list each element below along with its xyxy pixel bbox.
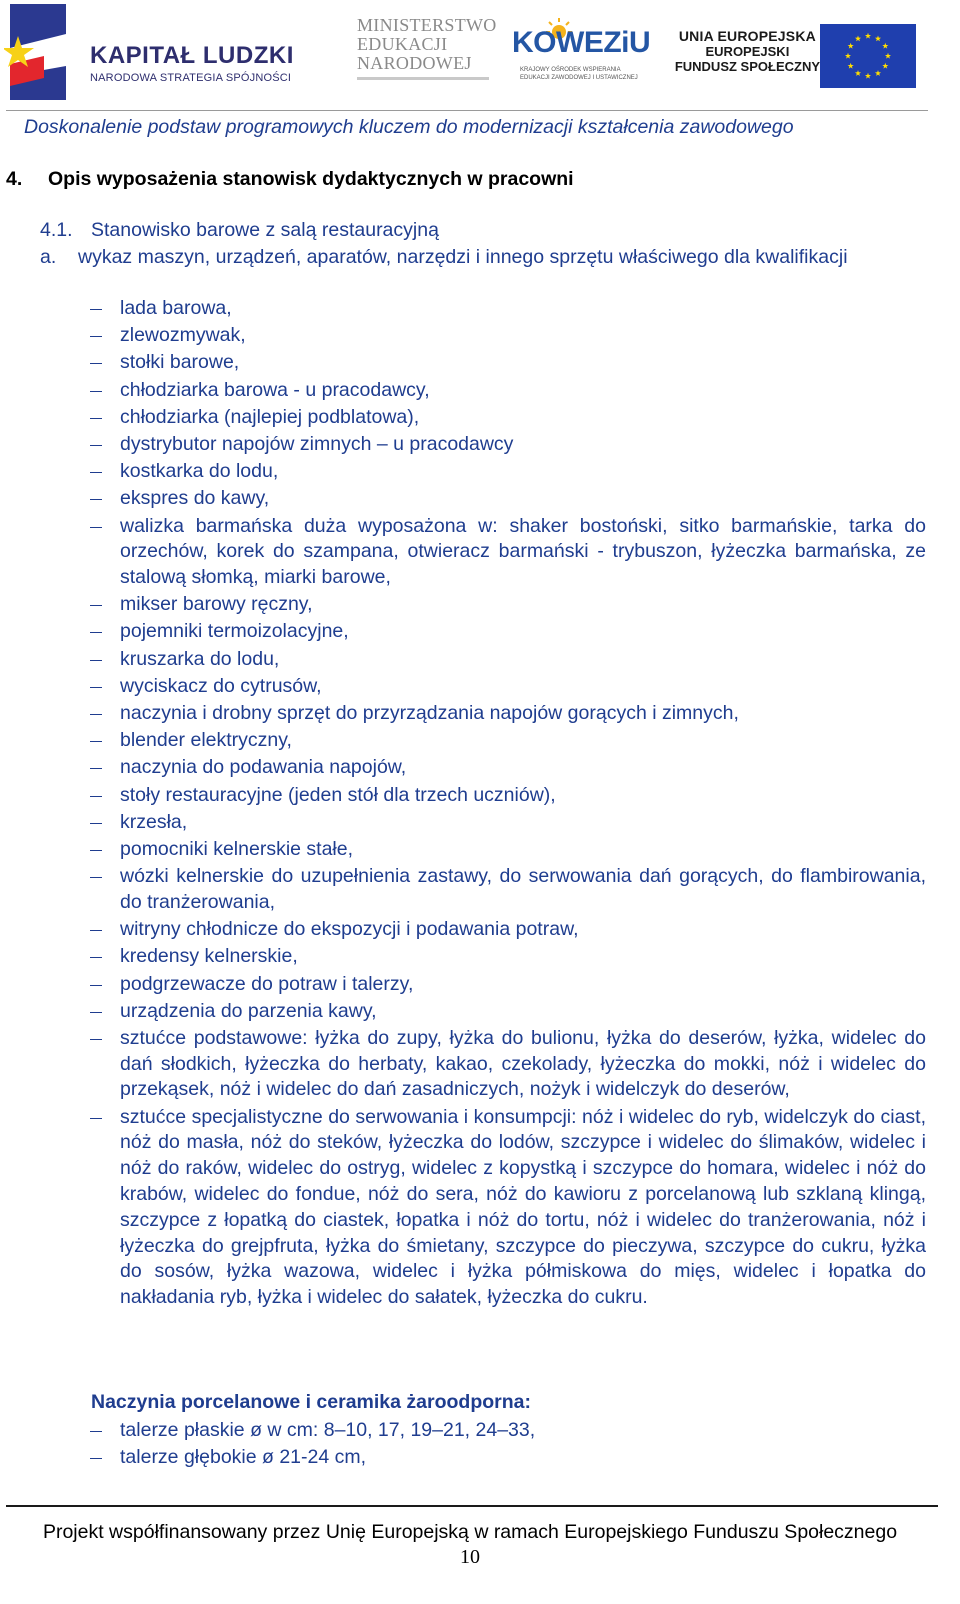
list-item xyxy=(88,514,926,591)
koweziu-subtitle-line: EDUKACJI ZAWODOWEJ I USTAWICZNEJ xyxy=(520,75,638,81)
list-item xyxy=(88,810,926,836)
list-item xyxy=(88,917,926,943)
list-item xyxy=(88,783,926,809)
list-item-text: mikser barowy ręczny, xyxy=(120,593,313,616)
header-logos xyxy=(0,0,960,112)
kapital-ludzki-title: KAPITAŁ LUDZKI xyxy=(90,42,294,69)
item-a-text: wykaz maszyn, urządzeń, aparatów, narzędzi i innego sprzętu właściwego dla kwalifikacji xyxy=(78,246,848,268)
list-item-text: krzesła, xyxy=(120,810,188,833)
dash-bullet-icon xyxy=(90,796,102,797)
dash-bullet-icon xyxy=(90,850,102,851)
footer-text: Projekt współfinansowany przez Unię Europejską w ramach Europejskiego Funduszu Społecznego xyxy=(42,1521,898,1543)
unia-europejska-text xyxy=(675,28,820,74)
dash-bullet-icon xyxy=(90,660,102,661)
list-item-text: lada barowa, xyxy=(120,297,232,319)
item-a-letter: a. xyxy=(40,246,57,268)
list-item-text: wyciskacz do cytrusów, xyxy=(120,674,322,697)
list-item-text: stołki barowe, xyxy=(120,351,240,374)
dash-bullet-icon xyxy=(90,363,102,364)
ministerstwo-line: EDUKACJI xyxy=(357,34,448,54)
list-item-text: urządzenia do parzenia kawy, xyxy=(120,999,377,1022)
list-item xyxy=(88,1445,926,1471)
dash-bullet-icon xyxy=(90,632,102,633)
list-item xyxy=(88,1026,926,1103)
subsection-number: 4.1. xyxy=(40,219,73,241)
dash-bullet-icon xyxy=(90,499,102,500)
list-item-text: pomocniki kelnerskie stałe, xyxy=(120,837,354,860)
dash-bullet-icon xyxy=(90,957,102,958)
unia-europejska-logo xyxy=(674,20,928,100)
section-title: Opis wyposażenia stanowisk dydaktycznych w pracowni xyxy=(48,168,574,190)
unia-europejska-line: UNIA EUROPEJSKA xyxy=(678,28,816,44)
list-item xyxy=(88,837,926,863)
dash-bullet-icon xyxy=(90,391,102,392)
list-item xyxy=(88,378,926,404)
list-item-text: podgrzewacze do potraw i talerzy, xyxy=(120,972,414,995)
list-item xyxy=(88,674,926,700)
list-item-text: chłodziarka (najlepiej podblatowa), xyxy=(120,405,420,428)
dash-bullet-icon xyxy=(90,930,102,931)
dash-bullet-icon xyxy=(90,1118,102,1119)
eu-flag-icon xyxy=(820,24,916,88)
list-item xyxy=(88,647,926,673)
list-item-text: sztućce podstawowe: łyżka do zupy, łyżka do bulionu, łyżka do deserów, łyżka, widelec do dań słodkich, łyżeczka do herbaty, kakao, czekolady, łyżeczka do mokki, nóż i widelec do przekąsek, nóż i widelec do dań zasadniczych, nożyk i widelczyk do deserów, xyxy=(120,1026,926,1101)
dash-bullet-icon xyxy=(90,985,102,986)
list-item-text: kostkarka do lodu, xyxy=(120,460,279,483)
subsection-title: Stanowisko barowe z salą restauracyjną xyxy=(91,219,439,241)
ministerstwo-line: MINISTERSTWO xyxy=(357,15,497,35)
footer-divider xyxy=(6,1505,938,1507)
list-item xyxy=(88,296,926,322)
list-item xyxy=(88,864,926,916)
list-item-text: ekspres do kawy, xyxy=(120,487,270,510)
list-item xyxy=(88,701,926,727)
list-item xyxy=(88,944,926,970)
porcelain-heading: Naczynia porcelanowe i ceramika żaroodporna: xyxy=(91,1391,531,1413)
section-heading xyxy=(6,168,574,191)
dash-bullet-icon xyxy=(90,472,102,473)
list-item xyxy=(88,999,926,1025)
dash-bullet-icon xyxy=(90,336,102,337)
list-item xyxy=(88,592,926,618)
ministerstwo-logo xyxy=(357,16,497,86)
item-a xyxy=(40,244,926,270)
dash-bullet-icon xyxy=(90,714,102,715)
list-item-text: sztućce specjalistyczne do serwowania i konsumpcji: nóż i widelec do ryb, widelczyk do ciast, nóż do masła, nóż do steków, łyżeczka do lodów, szczypce i widelec do ślimaków, widelec i nóż do raków, widelec do ostryg, widelec z kopystką i szczypce do homara, widelec i nóż do krabów, widelec do fondue, nóż do sera, nóż do kawioru z porcelanową lub szklaną klingą, szczypce z łopatką do ciastek, łopatka i nóż do tortu, nóż i widelec do tranżerowania, nóż i łyżeczka do grejpfruta, łyżka do śmietany, szczypce do pieczywa, szczypce do cukru, łyżka do sosów, łyżka wazowa, widelec i łyżka półmiskowa do mięs, widelec i łopatka do nakładania ryb, łyżka i widelec do sałatek, łyżeczka do cukru. xyxy=(120,1105,926,1309)
header-subtitle: Doskonalenie podstaw programowych kluczem do modernizacji kształcenia zawodowego xyxy=(24,116,794,138)
dash-bullet-icon xyxy=(90,527,102,528)
ministerstwo-line: NARODOWEJ xyxy=(357,53,472,73)
list-item xyxy=(88,619,926,645)
koweziu-subtitle xyxy=(520,66,638,82)
ministerstwo-bar xyxy=(357,77,489,80)
dash-bullet-icon xyxy=(90,823,102,824)
dash-bullet-icon xyxy=(90,1458,102,1459)
dash-bullet-icon xyxy=(90,605,102,606)
dash-bullet-icon xyxy=(90,768,102,769)
list-item xyxy=(88,459,926,485)
equipment-list xyxy=(88,296,926,1312)
list-item xyxy=(88,323,926,349)
list-item-text: kruszarka do lodu, xyxy=(120,647,280,670)
koweziu-subtitle-line: KRAJOWY OŚRODEK WSPIERANIA xyxy=(520,67,621,73)
list-item xyxy=(88,972,926,998)
list-item-text: chłodziarka barowa - u pracodawcy, xyxy=(120,378,430,401)
dash-bullet-icon xyxy=(90,309,102,310)
list-item xyxy=(88,728,926,754)
list-item xyxy=(88,405,926,431)
list-item-text: wózki kelnerskie do uzupełnienia zastawy, do serwowania dań gorących, do flambirowania, do tranżerowania, xyxy=(120,865,926,913)
dash-bullet-icon xyxy=(90,1431,102,1432)
list-item-text: pojemniki termoizolacyjne, xyxy=(120,620,349,643)
list-item xyxy=(88,350,926,376)
list-item-text: naczynia i drobny sprzęt do przyrządzania napojów gorących i zimnych, xyxy=(120,702,739,725)
list-item xyxy=(88,1105,926,1311)
dash-bullet-icon xyxy=(90,1039,102,1040)
list-item-text: zlewozmywak, xyxy=(120,324,246,347)
list-item-text: talerze głębokie ø 21-24 cm, xyxy=(120,1446,367,1469)
dash-bullet-icon xyxy=(90,687,102,688)
dash-bullet-icon xyxy=(90,445,102,446)
porcelain-list xyxy=(88,1418,926,1472)
page-number: 10 xyxy=(460,1546,480,1568)
list-item-text: witryny chłodnicze do ekspozycji i podawania potraw, xyxy=(120,918,579,941)
kapital-ludzki-logo xyxy=(4,4,304,104)
dash-bullet-icon xyxy=(90,418,102,419)
koweziu-mark: KOWEZiU xyxy=(512,26,651,59)
list-item-text: blender elektryczny, xyxy=(120,729,292,752)
dash-bullet-icon xyxy=(90,741,102,742)
list-item-text: naczynia do podawania napojów, xyxy=(120,756,407,779)
header-divider xyxy=(6,110,928,111)
list-item-text: kredensy kelnerskie, xyxy=(120,945,298,968)
list-item-text: dystrybutor napojów zimnych – u pracodawcy xyxy=(120,432,514,455)
list-item-text: walizka barmańska duża wyposażona w: shaker bostoński, sitko barmańskie, tarka do orzechów, korek do szampana, otwieracz barmański - trybuszon, łyżeczka barmańska, ze stalową słomką, miarki barowe, xyxy=(120,514,926,589)
kapital-ludzki-subtitle: NARODOWA STRATEGIA SPÓJNOŚCI xyxy=(90,72,292,84)
list-item xyxy=(88,486,926,512)
kapital-ludzki-flag-icon xyxy=(4,4,68,104)
list-item xyxy=(88,432,926,458)
list-item-text: stoły restauracyjne (jeden stół dla trzech uczniów), xyxy=(120,783,556,806)
dash-bullet-icon xyxy=(90,877,102,878)
list-item xyxy=(88,755,926,781)
subsection-heading xyxy=(40,219,439,242)
koweziu-logo xyxy=(512,18,651,88)
section-number: 4. xyxy=(6,168,23,190)
dash-bullet-icon xyxy=(90,1012,102,1013)
unia-europejska-line: EUROPEJSKI xyxy=(705,44,790,59)
list-item-text: talerze płaskie ø w cm: 8–10, 17, 19–21, 24–33, xyxy=(120,1419,536,1441)
list-item xyxy=(88,1418,926,1444)
unia-europejska-line: FUNDUSZ SPOŁECZNY xyxy=(674,59,820,74)
